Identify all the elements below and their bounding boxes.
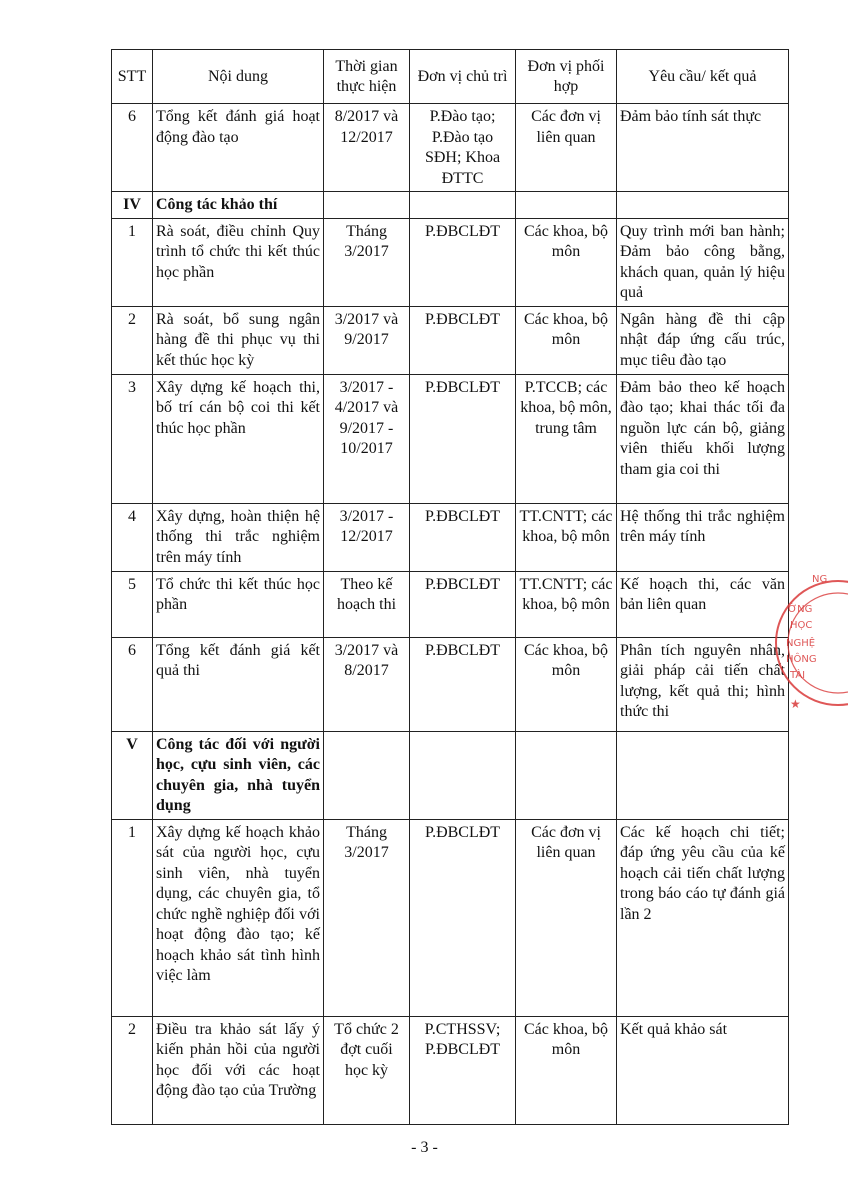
plan-table: [111, 49, 789, 1125]
cell-stt: 6: [112, 104, 153, 192]
cell-phoi-hop: Các khoa, bộ môn: [516, 306, 617, 374]
seal-text: HỌC: [790, 620, 813, 631]
cell-thoi-gian: 3/2017 và 8/2017: [324, 637, 410, 731]
cell-yeu-cau: Đảm bảo tính sát thực: [617, 104, 789, 192]
cell-thoi-gian: Tháng 3/2017: [324, 819, 410, 1016]
cell-noi-dung: Xây dựng kế hoạch thi, bố trí cán bộ coi thi kết thúc học phần: [153, 374, 324, 503]
cell-stt: 6: [112, 637, 153, 731]
cell-yeu-cau: Kết quả khảo sát: [617, 1016, 789, 1124]
cell-thoi-gian: Tháng 3/2017: [324, 218, 410, 306]
cell-stt: 4: [112, 503, 153, 571]
seal-text: ỜNG: [788, 604, 813, 615]
section-title: Công tác đối với người học, cựu sinh viên, các chuyên gia, nhà tuyển dụng: [153, 731, 324, 819]
cell-empty: [324, 731, 410, 819]
cell-yeu-cau: Hệ thống thi trắc nghiệm trên máy tính: [617, 503, 789, 571]
header-yeu-cau: Yêu cầu/ kết quả: [617, 50, 789, 104]
table-row: [112, 374, 789, 503]
section-row: [112, 192, 789, 219]
header-noi-dung: Nội dung: [153, 50, 324, 104]
cell-noi-dung: Xây dựng, hoàn thiện hệ thống thi trắc nghiệm trên máy tính: [153, 503, 324, 571]
cell-chu-tri: P.ĐBCLĐT: [410, 571, 516, 637]
table-row: [112, 637, 789, 731]
section-number: V: [112, 731, 153, 819]
seal-text: NGHỆ: [786, 638, 816, 649]
cell-phoi-hop: P.TCCB; các khoa, bộ môn, trung tâm: [516, 374, 617, 503]
header-thoi-gian: Thời gian thực hiện: [324, 50, 410, 104]
cell-stt: 2: [112, 306, 153, 374]
table-row: [112, 218, 789, 306]
table-row: [112, 104, 789, 192]
cell-yeu-cau: Phân tích nguyên nhân, giải pháp cải tiến chất lượng, kết quả thi; hình thức thi: [617, 637, 789, 731]
cell-empty: [410, 192, 516, 219]
cell-phoi-hop: Các khoa, bộ môn: [516, 218, 617, 306]
header-phoi-hop: Đơn vị phối hợp: [516, 50, 617, 104]
cell-thoi-gian: 3/2017 - 4/2017 và 9/2017 - 10/2017: [324, 374, 410, 503]
cell-stt: 1: [112, 218, 153, 306]
cell-yeu-cau: Quy trình mới ban hành; Đảm bảo công bằng, khách quan, quản lý hiệu quả: [617, 218, 789, 306]
cell-empty: [617, 731, 789, 819]
section-title: Công tác khảo thí: [153, 192, 324, 219]
cell-empty: [324, 192, 410, 219]
cell-chu-tri: P.CTHSSV; P.ĐBCLĐT: [410, 1016, 516, 1124]
cell-chu-tri: P.ĐBCLĐT: [410, 637, 516, 731]
page-number: - 3 -: [411, 1139, 438, 1156]
cell-thoi-gian: 3/2017 và 9/2017: [324, 306, 410, 374]
cell-stt: 3: [112, 374, 153, 503]
cell-phoi-hop: Các khoa, bộ môn: [516, 637, 617, 731]
cell-thoi-gian: 3/2017 - 12/2017: [324, 503, 410, 571]
seal-text: HÔNG: [786, 654, 817, 665]
cell-thoi-gian: 8/2017 và 12/2017: [324, 104, 410, 192]
section-number: IV: [112, 192, 153, 219]
cell-empty: [617, 192, 789, 219]
cell-yeu-cau: Đảm bảo theo kế hoạch đào tạo; khai thác tối đa nguồn lực cán bộ, giảng viên thiếu khối lượng tham gia coi thi: [617, 374, 789, 503]
header-stt: STT: [112, 50, 153, 104]
cell-noi-dung: Rà soát, điều chỉnh Quy trình tổ chức thi kết thúc học phần: [153, 218, 324, 306]
cell-empty: [410, 731, 516, 819]
table-row: [112, 571, 789, 637]
cell-noi-dung: Rà soát, bổ sung ngân hàng đề thi phục vụ thi kết thúc học kỳ: [153, 306, 324, 374]
svg-text:★: ★: [790, 697, 801, 711]
table-row: [112, 1016, 789, 1124]
cell-stt: 5: [112, 571, 153, 637]
cell-chu-tri: P.ĐBCLĐT: [410, 218, 516, 306]
table-header-row: [112, 50, 789, 104]
cell-noi-dung: Tổng kết đánh giá hoạt động đào tạo: [153, 104, 324, 192]
cell-noi-dung: Tổ chức thi kết thúc học phần: [153, 571, 324, 637]
red-seal-stamp: [768, 568, 848, 718]
cell-phoi-hop: Các đơn vị liên quan: [516, 104, 617, 192]
cell-chu-tri: P.ĐBCLĐT: [410, 503, 516, 571]
cell-empty: [516, 192, 617, 219]
cell-thoi-gian: Tổ chức 2 đợt cuối học kỳ: [324, 1016, 410, 1124]
table-row: [112, 503, 789, 571]
table-row: [112, 306, 789, 374]
cell-chu-tri: P.ĐBCLĐT: [410, 374, 516, 503]
cell-chu-tri: P.Đào tạo; P.Đào tạo SĐH; Khoa ĐTTC: [410, 104, 516, 192]
cell-noi-dung: Xây dựng kế hoạch khảo sát của người học, cựu sinh viên, nhà tuyển dụng, các chuyên gia, tổ chức nghề nghiệp đối với hoạt động đào tạo; kế hoạch khảo sát tình hình việc làm: [153, 819, 324, 1016]
cell-phoi-hop: TT.CNTT; các khoa, bộ môn: [516, 571, 617, 637]
seal-text: NG: [812, 574, 828, 585]
cell-chu-tri: P.ĐBCLĐT: [410, 819, 516, 1016]
cell-empty: [516, 731, 617, 819]
seal-text: TÀI: [790, 670, 806, 681]
cell-stt: 2: [112, 1016, 153, 1124]
cell-noi-dung: Tổng kết đánh giá kết quả thi: [153, 637, 324, 731]
cell-noi-dung: Điều tra khảo sát lấy ý kiến phản hồi của người học đối với các hoạt động đào tạo của Trường: [153, 1016, 324, 1124]
cell-yeu-cau: Ngân hàng đề thi cập nhật đáp ứng cấu trúc, mục tiêu đào tạo: [617, 306, 789, 374]
header-chu-tri: Đơn vị chủ trì: [410, 50, 516, 104]
cell-chu-tri: P.ĐBCLĐT: [410, 306, 516, 374]
cell-yeu-cau: Kế hoạch thi, các văn bản liên quan: [617, 571, 789, 637]
cell-thoi-gian: Theo kế hoạch thi: [324, 571, 410, 637]
cell-phoi-hop: TT.CNTT; các khoa, bộ môn: [516, 503, 617, 571]
cell-yeu-cau: Các kế hoạch chi tiết; đáp ứng yêu cầu của kế hoạch cải tiến chất lượng trong báo cáo tự đánh giá lần 2: [617, 819, 789, 1016]
section-row: [112, 731, 789, 819]
cell-phoi-hop: Các đơn vị liên quan: [516, 819, 617, 1016]
table-row: [112, 819, 789, 1016]
cell-stt: 1: [112, 819, 153, 1016]
cell-phoi-hop: Các khoa, bộ môn: [516, 1016, 617, 1124]
